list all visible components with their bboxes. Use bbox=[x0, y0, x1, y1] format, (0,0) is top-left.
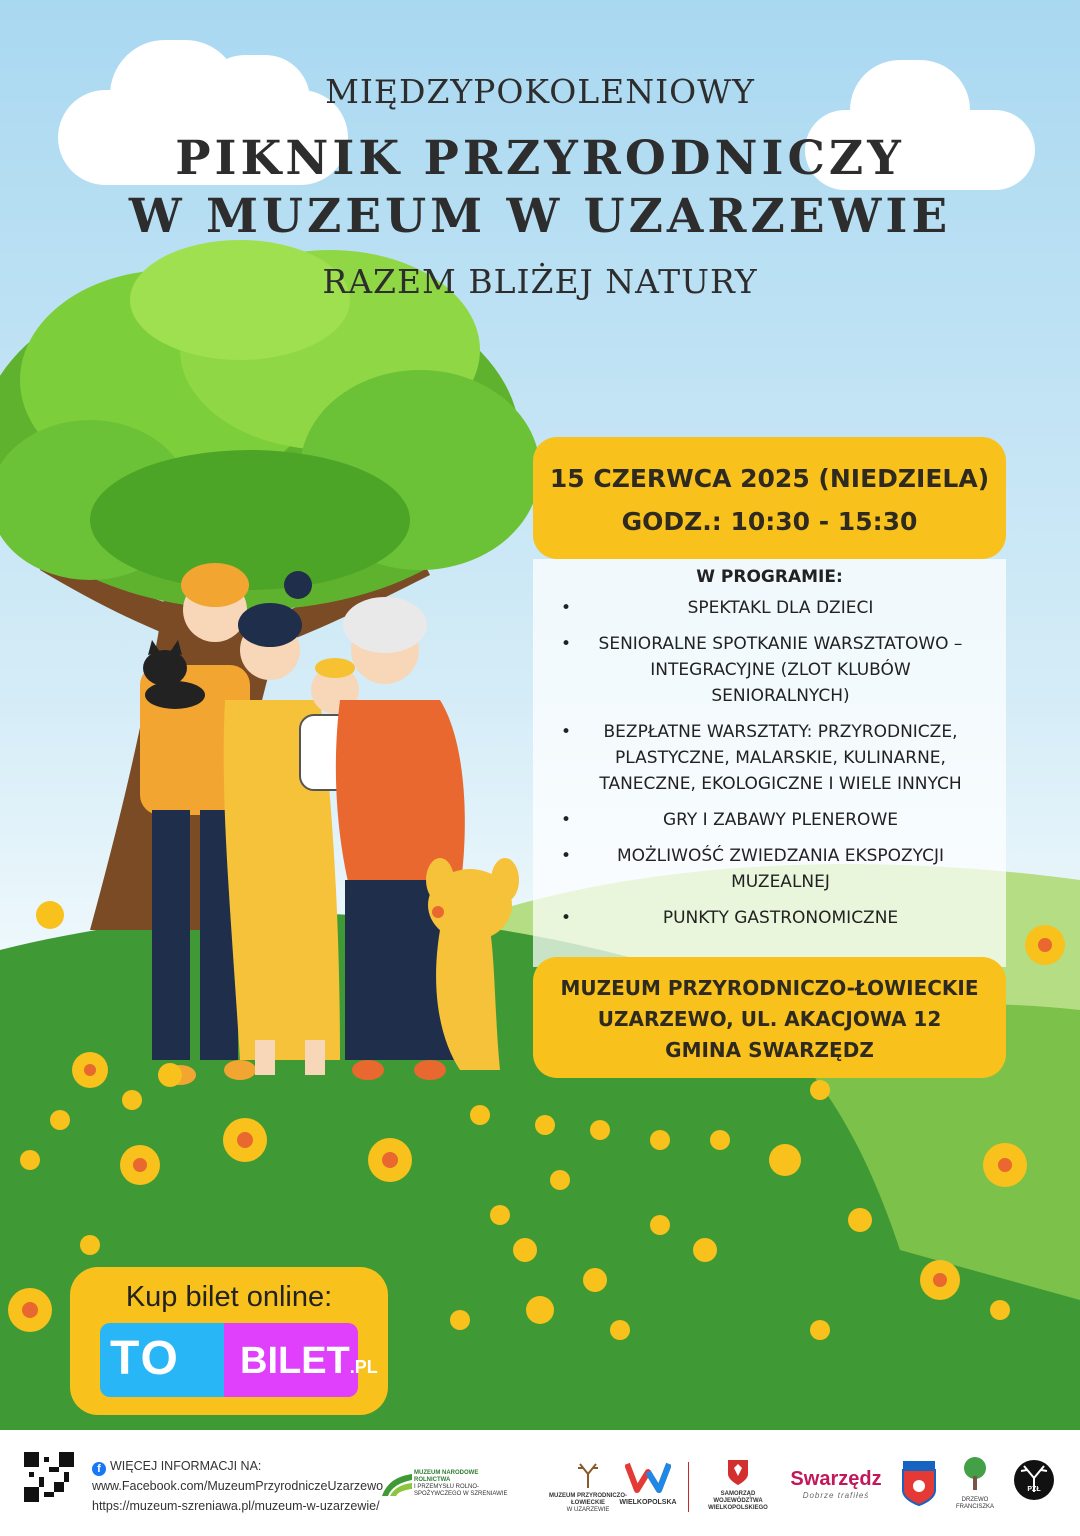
woman-figure bbox=[224, 571, 340, 1075]
event-time: GODZ.: 10:30 - 15:30 bbox=[621, 507, 918, 536]
logo-samorzad bbox=[702, 1458, 774, 1512]
pzl-antlers-icon bbox=[1012, 1458, 1056, 1502]
drzewo-text: DRZEWO FRANCISZKA bbox=[955, 1497, 994, 1510]
bullet-icon: • bbox=[561, 846, 572, 866]
event-date: 15 CZERWCA 2025 (NIEDZIELA) bbox=[549, 464, 990, 493]
title-line1: PIKNIK PRZYRODNICZY bbox=[175, 131, 905, 186]
swarzedz-tagline: Dobrze trafiłeś bbox=[802, 1491, 870, 1500]
qr-code-icon[interactable] bbox=[24, 1452, 74, 1502]
logo-gmina-crest bbox=[902, 1460, 936, 1511]
logo-muzeum-narodowe-rolnictwa bbox=[380, 1470, 515, 1498]
more-info bbox=[92, 1456, 383, 1516]
deer-antlers-icon bbox=[575, 1460, 601, 1488]
wlkp-text: WIELKOPOLSKA bbox=[619, 1499, 677, 1506]
header-line1: MIĘDZYPOKOLENIOWY bbox=[325, 72, 755, 111]
bullet-icon: • bbox=[561, 634, 572, 654]
program-item-line: GRY I ZABAWY PLENEROWE bbox=[662, 810, 898, 830]
samorzad-text: SAMORZĄD WOJEWÓDZTWA WIELKOPOLSKIEGO bbox=[708, 1491, 768, 1511]
program-item-line: MOŻLIWOŚĆ ZWIEDZANIA EKSPOZYCJI bbox=[616, 846, 945, 866]
title-line2: W MUZEUM W UZARZEWIE bbox=[128, 189, 952, 244]
facebook-icon: f bbox=[92, 1462, 106, 1476]
footer bbox=[0, 1430, 1080, 1536]
info-label: WIĘCEJ INFORMACJI NA: bbox=[110, 1459, 262, 1473]
tobilet-logo[interactable] bbox=[100, 1323, 378, 1397]
ticket-box[interactable] bbox=[70, 1267, 388, 1415]
logo-suffix: .PL bbox=[349, 1357, 378, 1377]
crest-icon bbox=[902, 1460, 936, 1506]
logo-right-text bbox=[240, 1340, 378, 1383]
program-panel bbox=[533, 559, 1006, 967]
mpl-title: MUZEUM PRZYRODNICZO-ŁOWIECKIE bbox=[549, 1493, 627, 1506]
wielkopolska-w-icon bbox=[625, 1458, 671, 1494]
pzl-text: PZŁ bbox=[1027, 1486, 1041, 1493]
program-item-line: INTEGRACYJNE (ZLOT KLUBÓW bbox=[650, 660, 911, 680]
bullet-icon: • bbox=[561, 810, 572, 830]
bullet-icon: • bbox=[561, 722, 572, 742]
mnr-sub: I PRZEMYSŁU ROLNO-SPOŻYWCZEGO W SZRENIAWIE bbox=[414, 1484, 508, 1497]
facebook-link[interactable]: www.Facebook.com/MuzeumPrzyrodniczeUzarzewo bbox=[92, 1479, 384, 1493]
program-item-line: PUNKTY GASTRONOMICZNE bbox=[662, 908, 899, 928]
mnr-title: MUZEUM NARODOWE ROLNICTWA bbox=[414, 1470, 479, 1483]
address-line3: GMINA SWARZĘDZ bbox=[665, 1038, 874, 1062]
mpl-sub: W UZARZEWIE bbox=[566, 1507, 610, 1513]
program-item bbox=[543, 905, 996, 931]
sponsor-divider bbox=[688, 1462, 689, 1512]
logo-muzeum-przyrodniczo-lowieckie bbox=[548, 1460, 628, 1514]
address-line1: MUZEUM PRZYRODNICZO-ŁOWIECKIE bbox=[560, 976, 979, 1000]
bullet-icon: • bbox=[561, 598, 572, 618]
date-box bbox=[533, 437, 1006, 559]
program-heading: W PROGRAMIE: bbox=[696, 567, 843, 587]
logo-swarzedz bbox=[786, 1468, 886, 1500]
program-item bbox=[543, 719, 996, 797]
page-title bbox=[0, 130, 1080, 246]
program-list bbox=[533, 595, 1006, 931]
program-item bbox=[543, 843, 996, 895]
program-item-line: BEZPŁATNE WARSZTATY: PRZYRODNICZE, bbox=[603, 722, 958, 742]
program-item-line: TANECZNE, EKOLOGICZNE I WIELE INNYCH bbox=[599, 774, 962, 794]
ticket-label: Kup bilet online: bbox=[125, 1281, 333, 1313]
website-link[interactable]: https://muzeum-szreniawa.pl/muzeum-w-uzarzewie/ bbox=[92, 1499, 380, 1513]
logo-drzewo-franciszka bbox=[952, 1456, 998, 1511]
logo-wielkopolska bbox=[618, 1458, 678, 1506]
program-item bbox=[543, 631, 996, 709]
bullet-icon: • bbox=[561, 908, 572, 928]
eagle-shield-icon bbox=[726, 1458, 750, 1486]
program-item-line: SENIORALNYCH) bbox=[711, 686, 850, 706]
program-item-line: PLASTYCZNE, MALARSKIE, KULINARNE, bbox=[615, 748, 946, 768]
logo-left-text: TO bbox=[110, 1332, 180, 1385]
tree-icon bbox=[959, 1456, 991, 1492]
subtitle: RAZEM BLIŻEJ NATURY bbox=[322, 262, 758, 301]
address-box bbox=[533, 957, 1006, 1078]
address-line2: UZARZEWO, UL. AKACJOWA 12 bbox=[597, 1007, 942, 1031]
swarzedz-text: Swarzędz bbox=[790, 1468, 882, 1490]
mnr-logo-icon bbox=[380, 1470, 414, 1498]
program-item bbox=[543, 595, 996, 621]
program-item-line: MUZEALNEJ bbox=[731, 872, 830, 892]
program-item bbox=[543, 807, 996, 833]
logo-pzl bbox=[1012, 1458, 1056, 1507]
program-item-line: SENIORALNE SPOTKANIE WARSZTATOWO – bbox=[598, 634, 963, 654]
logo-right-word: BILET bbox=[240, 1340, 350, 1382]
program-item-line: SPEKTAKL DLA DZIECI bbox=[687, 598, 874, 618]
